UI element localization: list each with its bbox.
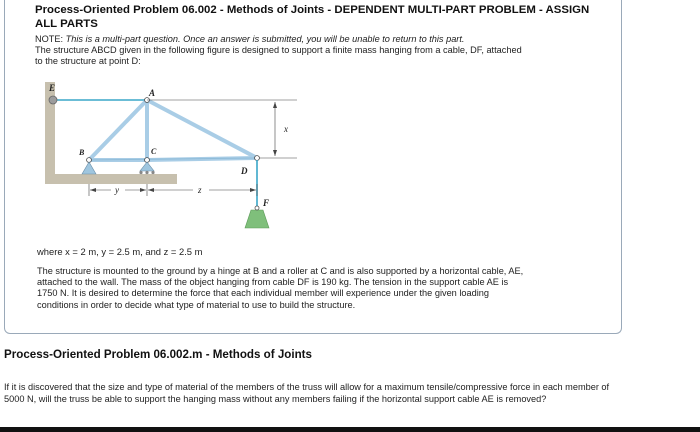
label-z: z xyxy=(198,185,202,195)
label-e: E xyxy=(49,83,56,93)
roller-c xyxy=(140,162,154,171)
description-line: The structure is mounted to the ground by a hinge at B and a roller at C and is also supported by a horizontal cable, AE, xyxy=(37,266,524,276)
dim-y-arrow-right xyxy=(140,188,146,192)
label-c: C xyxy=(151,147,157,156)
dim-x-arrow-up xyxy=(273,102,277,108)
problem-note xyxy=(35,34,615,67)
note-label: NOTE: xyxy=(35,34,66,44)
label-d: D xyxy=(241,166,248,176)
subpart-question xyxy=(4,381,696,405)
subpart-title: Process-Oriented Problem 06.002.m - Methods of Joints xyxy=(4,348,312,361)
label-a: A xyxy=(149,88,156,98)
roller-wheel xyxy=(145,171,148,174)
description-line: conditions in order to decide what type of material to use to build the structure. xyxy=(37,299,356,310)
pin-e xyxy=(49,96,57,104)
given-values: where x = 2 m, y = 2.5 m, and z = 2.5 m xyxy=(37,246,203,257)
dim-z-arrow-left xyxy=(148,188,154,192)
truss-figure xyxy=(35,76,305,240)
problem-title-line2: ALL PARTS xyxy=(35,18,98,30)
note-text: This is a multi-part question. Once an answer is submitted, you will be unable to return to this part. xyxy=(65,34,465,44)
problem-title xyxy=(35,3,615,31)
dim-y-arrow-left xyxy=(90,188,96,192)
label-f: F xyxy=(263,198,270,208)
intro-line1: The structure ABCD given in the following figure is designed to support a finite mass hanging from a cable, DF, attached xyxy=(35,45,522,55)
joint-d xyxy=(255,156,260,161)
description-line: attached to the wall. The mass of the object hanging from cable DF is 190 kg. The tension in the support cable AE is xyxy=(37,277,509,288)
problem-title-line1: Process-Oriented Problem 06.002 - Methods of Joints - DEPENDENT MULTI-PART PROBLEM - ASSIGN xyxy=(35,4,590,16)
note-line xyxy=(35,34,615,45)
hinge-b xyxy=(82,162,96,174)
question-line1: If it is discovered that the size and type of material of the members of the truss will allow for a maximum tensile/compressive force in each member of xyxy=(4,382,610,392)
question-line2: 5000 N, will the truss be able to support the hanging mass without any members failing if the horizontal support cable AE is removed? xyxy=(4,394,547,404)
label-b: B xyxy=(79,148,85,157)
member-ad xyxy=(147,100,257,158)
dim-x-arrow-down xyxy=(273,150,277,156)
bottom-divider xyxy=(0,427,700,432)
roller-wheel xyxy=(139,171,142,174)
dim-z-arrow-right xyxy=(250,188,256,192)
label-x: x xyxy=(284,124,288,134)
hanging-mass xyxy=(245,210,269,228)
intro-line2: to the structure at point D: xyxy=(35,56,141,66)
problem-card xyxy=(4,0,622,334)
problem-description xyxy=(37,266,597,311)
member-ab xyxy=(89,100,147,160)
ground xyxy=(45,174,177,184)
label-y: y xyxy=(115,185,119,195)
roller-wheel xyxy=(151,171,154,174)
description-line: 1750 N. It is desired to determine the force that each individual member will experience under the given loading xyxy=(37,288,489,299)
mass-hook xyxy=(255,206,259,210)
